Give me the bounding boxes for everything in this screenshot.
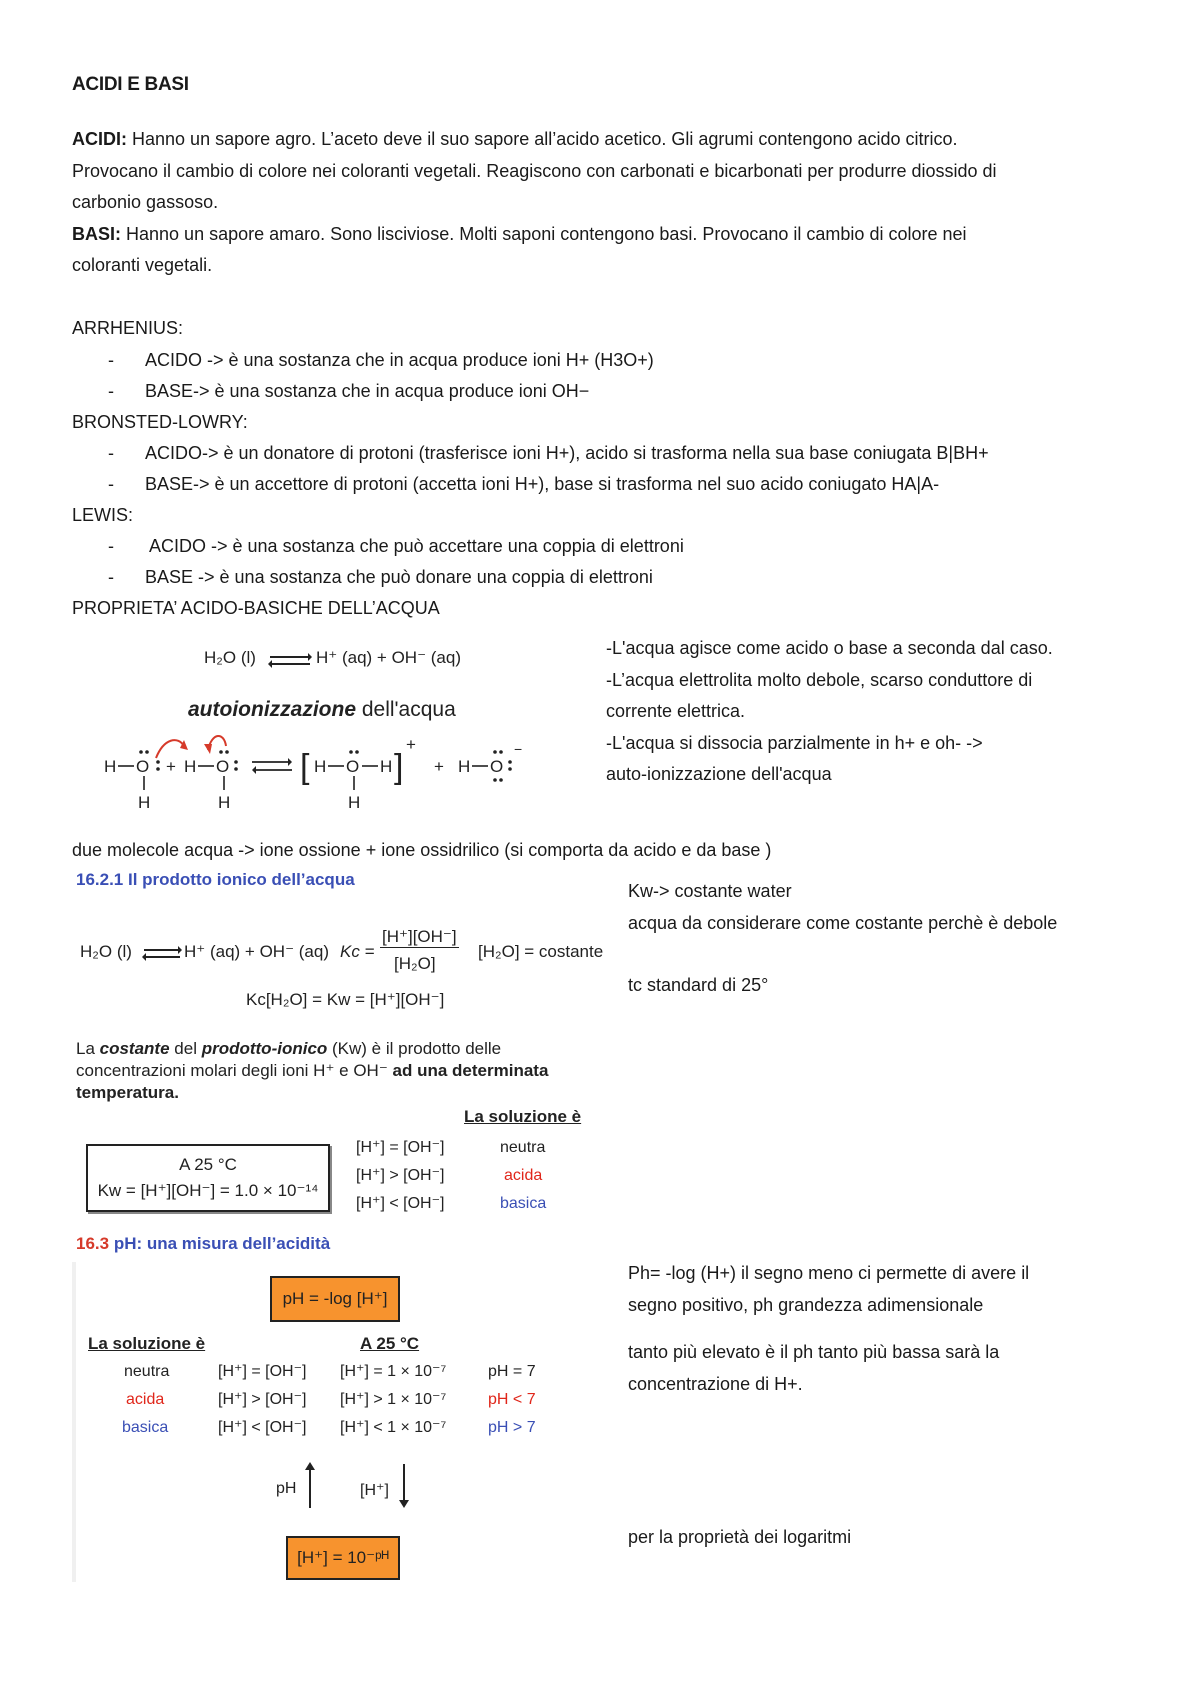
- kw-box: A 25 °C Kw = [H⁺][OH⁻] = 1.0 × 10⁻¹⁴: [86, 1144, 330, 1212]
- h-atom: H: [184, 757, 197, 776]
- equilibrium-arrow-icon: [142, 944, 182, 962]
- water-caption: due molecole acqua -> ione ossione + ione ossidrilico (si comporta da acido e da base ): [72, 840, 772, 860]
- arrow-down-icon: [398, 1462, 410, 1510]
- acidi-paragraph: [72, 124, 1132, 282]
- autoionization-figure: [100, 640, 570, 830]
- o-atom: O: [136, 757, 150, 776]
- charge-plus: +: [406, 735, 416, 754]
- water-notes: -L'acqua agisce come acido o base a seconda dal caso. -L’acqua elettrolita molto debole, scarso conduttore di corrente elettrica. -L'acqua si dissocia parzialmente in h+ e oh- -> auto-ionizzazione dell'acqua: [606, 638, 1053, 784]
- h-arrow-label: [H⁺]: [360, 1482, 389, 1499]
- kc-equation: H₂O (l) H⁺ (aq) + OH⁻ (aq) Kc = [H⁺][OH⁻] [H₂O] [H₂O] = costante: [80, 927, 604, 973]
- table-row: [H⁺] < [OH⁻] basica: [356, 1195, 547, 1212]
- basi-text-1: Hanno un sapore amaro. Sono lisciviose. Molti saponi contengono basi. Provocano il cambio di colore nei: [126, 223, 967, 244]
- ph-table-head-2: A 25 °C: [360, 1334, 420, 1353]
- ph-table: [96, 1358, 576, 1442]
- page-title: ACIDI E BASI: [72, 74, 189, 95]
- ph-notes-2: tanto più elevato è il ph tanto più bassa sarà la concentrazione di H+.: [628, 1342, 1000, 1394]
- solution-table: [356, 1134, 616, 1218]
- ph-arrow-label: pH: [276, 1480, 297, 1497]
- kw-notes: Kw-> costante water acqua da considerare come costante perchè è debole tc standard di 25°: [628, 881, 1058, 995]
- h-atom: H: [218, 793, 231, 812]
- h-concentration-box: [H⁺] = 10⁻ᵖᴴ: [286, 1536, 400, 1580]
- table-row: basica [H⁺] < [OH⁻] [H⁺] < 1 × 10⁻⁷ pH > 7: [122, 1419, 536, 1436]
- ph-notes-1: Ph= -log (H+) il segno meno ci permette di avere il segno positivo, ph grandezza adimensionale: [628, 1263, 1030, 1315]
- plus-sign: +: [166, 757, 176, 776]
- charge-minus: −: [514, 741, 523, 757]
- h-atom: H: [348, 793, 361, 812]
- h-atom: H: [380, 757, 393, 776]
- basi-text-2: coloranti vegetali.: [72, 255, 213, 275]
- ph-heading: 16.3 pH: una misura dell’acidità: [76, 1234, 331, 1253]
- ph-notes-3: per la proprietà dei logaritmi: [628, 1527, 852, 1547]
- o-atom: O: [216, 757, 230, 776]
- h-atom: H: [104, 757, 117, 776]
- bronsted-heading: BRONSTED-LOWRY:: [72, 412, 248, 432]
- o-atom: O: [490, 757, 504, 776]
- lewis-structures-diagram: [100, 730, 570, 830]
- acidi-text-2: Provocano il cambio di colore nei coloranti vegetali. Reagiscono con carbonati e bicarbonati per produrre diossido di: [72, 160, 997, 181]
- svg-text:[: [: [300, 748, 310, 786]
- kw-equation: Kc[H₂O] = Kw = [H⁺][OH⁻]: [246, 990, 445, 1009]
- plus-sign: +: [434, 757, 444, 776]
- h-atom: H: [458, 757, 471, 776]
- acidi-text-3: carbonio gassoso.: [72, 192, 219, 212]
- arrow-up-icon: [304, 1462, 316, 1510]
- acidi-label: ACIDI:: [72, 129, 127, 149]
- o-atom: O: [346, 757, 360, 776]
- lewis-heading: LEWIS:: [72, 505, 134, 525]
- ph-formula-box: pH = -log [H⁺]: [270, 1276, 400, 1322]
- ph-table-head-1: La soluzione è: [88, 1334, 206, 1353]
- figure-edge: [72, 1262, 76, 1582]
- h-atom: H: [138, 793, 151, 812]
- table-row: [H⁺] > [OH⁻] acida: [356, 1167, 543, 1184]
- eq-right: H⁺ (aq) + OH⁻ (aq): [316, 648, 462, 667]
- table-row: acida [H⁺] > [OH⁻] [H⁺] > 1 × 10⁻⁷ pH < 7: [126, 1391, 536, 1408]
- equilibrium-arrow-icon: [268, 650, 312, 670]
- table-row: [H⁺] = [OH⁻] neutra: [356, 1139, 546, 1156]
- table-row: neutra [H⁺] = [OH⁻] [H⁺] = 1 × 10⁻⁷ pH = 7: [124, 1363, 536, 1380]
- arrhenius-heading: ARRHENIUS:: [72, 318, 184, 338]
- h-atom: H: [314, 757, 327, 776]
- ionic-product-heading: 16.2.1 Il prodotto ionico dell’acqua: [76, 870, 355, 889]
- basi-label: BASI:: [72, 223, 121, 244]
- eq-left: H₂O (l): [204, 648, 256, 667]
- water-heading: PROPRIETA’ ACIDO-BASICHE DELL’ACQUA: [72, 598, 440, 618]
- svg-text:]: ]: [394, 748, 404, 786]
- kw-definition: La costante del prodotto-ionico (Kw) è il prodotto delle concentrazioni molari degli ioni H⁺ e OH⁻ ad una determinata temperatura.: [76, 1039, 549, 1102]
- acidi-text-1: Hanno un sapore agro. L’aceto deve il suo sapore all’acido acetico. Gli agrumi contengono acido citrico.: [132, 129, 958, 149]
- solution-table-head: La soluzione è: [464, 1107, 582, 1126]
- autoionizzazione-label: autoionizzazione dell'acqua: [188, 698, 456, 721]
